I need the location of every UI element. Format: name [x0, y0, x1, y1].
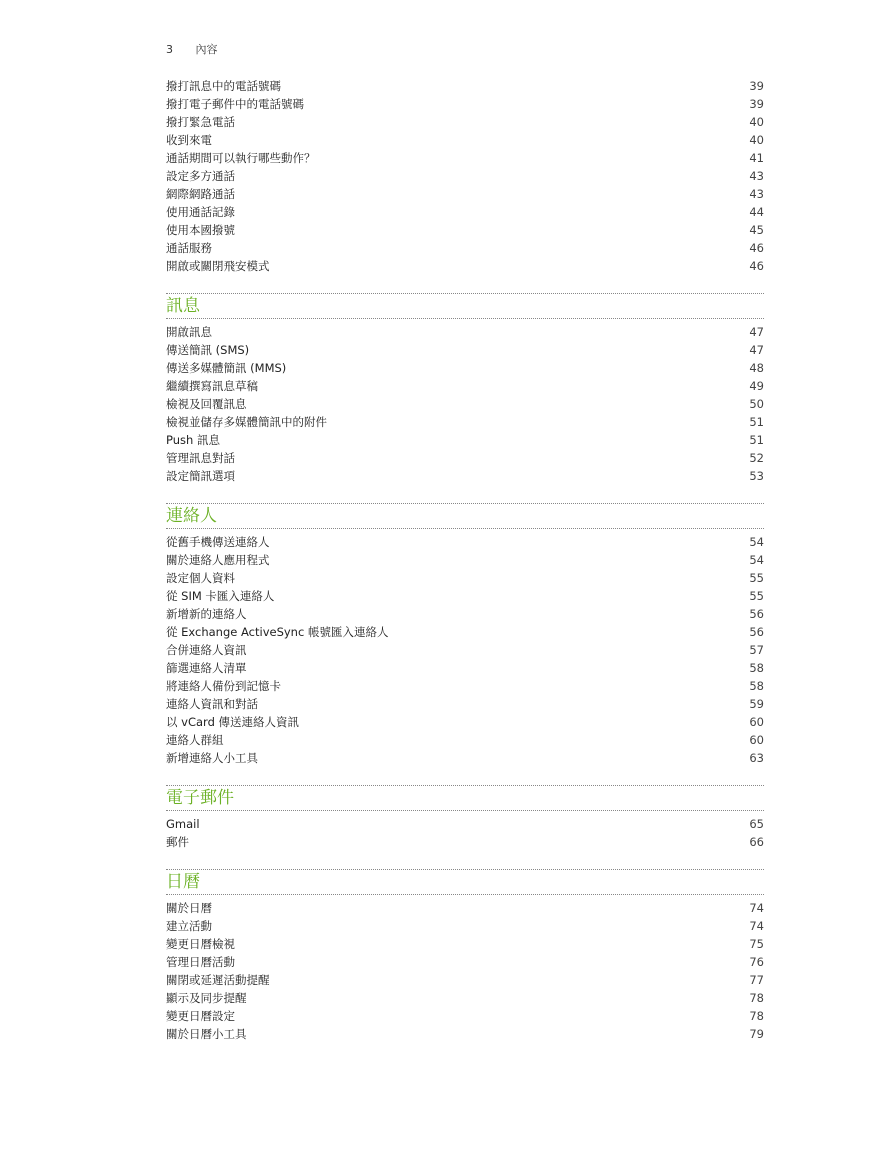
toc-entry-title: 收到來電	[166, 133, 212, 147]
toc-entry-page: 60	[749, 733, 764, 747]
toc-entry[interactable]	[166, 377, 764, 395]
toc-entry-page: 51	[749, 415, 764, 429]
toc-entry-title: 傳送多媒體簡訊 (MMS)	[166, 361, 287, 375]
toc-entry[interactable]	[166, 833, 764, 851]
toc-entry[interactable]	[166, 431, 764, 449]
toc-entry-page: 39	[749, 97, 764, 111]
toc-entry-page: 49	[749, 379, 764, 393]
toc-entry-title: 關閉或延遲活動提醒	[166, 973, 270, 987]
toc-entry[interactable]	[166, 533, 764, 551]
toc-section	[166, 293, 764, 485]
toc-entry-page: 66	[749, 835, 764, 849]
toc-entry-page: 56	[749, 625, 764, 639]
toc-entry-page: 74	[749, 901, 764, 915]
toc-entry-page: 54	[749, 535, 764, 549]
page-title: 內容	[195, 43, 218, 56]
toc-entry-page: 54	[749, 553, 764, 567]
toc-entry-page: 41	[749, 151, 764, 165]
toc-entry-page: 40	[749, 115, 764, 129]
toc-entry-title: 撥打電子郵件中的電話號碼	[166, 97, 304, 111]
toc-entry-page: 75	[749, 937, 764, 951]
toc-entry[interactable]	[166, 95, 764, 113]
toc-entry-title: 檢視並儲存多媒體簡訊中的附件	[166, 415, 327, 429]
toc-entry[interactable]	[166, 587, 764, 605]
toc-entry-title: 設定簡訊選項	[166, 469, 235, 483]
toc-entry-title: 檢視及回覆訊息	[166, 397, 247, 411]
toc-entry-title: 使用本國撥號	[166, 223, 235, 237]
toc-entry-page: 47	[749, 325, 764, 339]
section-heading[interactable]: 日曆	[166, 869, 764, 895]
toc-entry-page: 56	[749, 607, 764, 621]
toc-entry-title: 連絡人資訊和對話	[166, 697, 258, 711]
toc-entry-page: 57	[749, 643, 764, 657]
toc-entry-title: Push 訊息	[166, 433, 220, 447]
toc-entry-page: 78	[749, 1009, 764, 1023]
toc-entry[interactable]	[166, 917, 764, 935]
toc-entry[interactable]	[166, 731, 764, 749]
toc-entry-title: 新增新的連絡人	[166, 607, 247, 621]
toc-entry-page: 50	[749, 397, 764, 411]
toc-entry[interactable]	[166, 551, 764, 569]
toc-entry-title: 從 SIM 卡匯入連絡人	[166, 589, 275, 603]
toc-entry[interactable]	[166, 149, 764, 167]
toc-entry[interactable]	[166, 677, 764, 695]
toc-entry[interactable]	[166, 659, 764, 677]
page-number: 3	[166, 43, 173, 56]
toc-entry-page: 43	[749, 187, 764, 201]
toc-entry-page: 78	[749, 991, 764, 1005]
toc-entry[interactable]	[166, 239, 764, 257]
toc-entry[interactable]	[166, 185, 764, 203]
toc-entry[interactable]	[166, 77, 764, 95]
toc-entry-title: 通話期間可以執行哪些動作？	[166, 151, 316, 165]
toc-entry-page: 60	[749, 715, 764, 729]
toc-entry-title: 繼續撰寫訊息草稿	[166, 379, 258, 393]
toc-entry-title: 使用通話記錄	[166, 205, 235, 219]
toc-entry[interactable]	[166, 1007, 764, 1025]
toc-entry-title: 傳送簡訊 (SMS)	[166, 343, 250, 357]
toc-entry-title: 撥打訊息中的電話號碼	[166, 79, 281, 93]
toc-entry-title: 從舊手機傳送連絡人	[166, 535, 270, 549]
toc-entry-page: 77	[749, 973, 764, 987]
page-header	[166, 41, 218, 57]
toc-entry-title: 網際網路通話	[166, 187, 235, 201]
toc-entry[interactable]	[166, 605, 764, 623]
toc-entry-page: 51	[749, 433, 764, 447]
toc-section	[166, 869, 764, 1043]
toc-entry-title: 關於日曆	[166, 901, 212, 915]
toc-entry-page: 48	[749, 361, 764, 375]
section-heading[interactable]: 訊息	[166, 293, 764, 319]
toc-entry[interactable]	[166, 695, 764, 713]
toc-entry[interactable]	[166, 449, 764, 467]
toc-entry-page: 65	[749, 817, 764, 831]
toc-entry-page: 55	[749, 571, 764, 585]
toc-entry-page: 46	[749, 259, 764, 273]
toc-entry-page: 59	[749, 697, 764, 711]
toc-entry-title: 開啟或關閉飛安模式	[166, 259, 270, 273]
toc-entry-title: 以 vCard 傳送連絡人資訊	[166, 715, 300, 729]
toc-entry-title: Gmail	[166, 817, 200, 831]
toc-entry-title: 通話服務	[166, 241, 212, 255]
toc-entry-title: 管理日曆活動	[166, 955, 235, 969]
toc-entry-title: 設定多方通話	[166, 169, 235, 183]
toc-entry[interactable]	[166, 359, 764, 377]
toc-entry[interactable]	[166, 623, 764, 641]
toc-entry-title: 管理訊息對話	[166, 451, 235, 465]
toc-entry[interactable]	[166, 113, 764, 131]
section-heading[interactable]: 電子郵件	[166, 785, 764, 811]
table-of-contents	[166, 77, 764, 1043]
toc-entry-title: 顯示及同步提醒	[166, 991, 247, 1005]
toc-entry-page: 55	[749, 589, 764, 603]
toc-entry-title: 撥打緊急電話	[166, 115, 235, 129]
toc-entry[interactable]	[166, 167, 764, 185]
toc-entry-page: 44	[749, 205, 764, 219]
toc-entry-page: 58	[749, 661, 764, 675]
toc-entry[interactable]	[166, 323, 764, 341]
toc-entry-title: 關於連絡人應用程式	[166, 553, 270, 567]
toc-entry-page: 58	[749, 679, 764, 693]
toc-entry-title: 新增連絡人小工具	[166, 751, 258, 765]
toc-entry[interactable]	[166, 641, 764, 659]
toc-entry[interactable]	[166, 569, 764, 587]
toc-entry[interactable]	[166, 467, 764, 485]
toc-sections	[166, 293, 764, 1043]
toc-entry[interactable]	[166, 749, 764, 767]
intro-entries	[166, 77, 764, 275]
toc-entry-title: 郵件	[166, 835, 189, 849]
toc-entry-page: 74	[749, 919, 764, 933]
toc-entry[interactable]	[166, 131, 764, 149]
toc-entry[interactable]	[166, 203, 764, 221]
toc-entry-title: 變更日曆檢視	[166, 937, 235, 951]
toc-entry[interactable]	[166, 953, 764, 971]
toc-entry-page: 47	[749, 343, 764, 357]
toc-entry-title: 開啟訊息	[166, 325, 212, 339]
toc-entry-page: 39	[749, 79, 764, 93]
toc-section	[166, 785, 764, 851]
toc-entry-title: 變更日曆設定	[166, 1009, 235, 1023]
toc-entry-title: 從 Exchange ActiveSync 帳號匯入連絡人	[166, 625, 389, 639]
toc-entry[interactable]	[166, 899, 764, 917]
toc-entry[interactable]	[166, 989, 764, 1007]
toc-entry[interactable]	[166, 935, 764, 953]
toc-entry[interactable]	[166, 221, 764, 239]
toc-entry-page: 53	[749, 469, 764, 483]
toc-entry-page: 76	[749, 955, 764, 969]
toc-entry-title: 將連絡人備份到記憶卡	[166, 679, 281, 693]
toc-entry-page: 43	[749, 169, 764, 183]
toc-entry-title: 關於日曆小工具	[166, 1027, 247, 1041]
toc-entry-page: 40	[749, 133, 764, 147]
toc-entry-title: 設定個人資料	[166, 571, 235, 585]
section-heading[interactable]: 連絡人	[166, 503, 764, 529]
toc-entry-title: 連絡人群組	[166, 733, 224, 747]
toc-entry[interactable]	[166, 395, 764, 413]
toc-entry-page: 52	[749, 451, 764, 465]
toc-entry[interactable]	[166, 257, 764, 275]
toc-entry[interactable]	[166, 815, 764, 833]
toc-entry[interactable]	[166, 1025, 764, 1043]
toc-entry-page: 79	[749, 1027, 764, 1041]
toc-entry-page: 45	[749, 223, 764, 237]
toc-entry-title: 建立活動	[166, 919, 212, 933]
toc-section	[166, 503, 764, 767]
toc-entry[interactable]	[166, 971, 764, 989]
toc-entry-page: 63	[749, 751, 764, 765]
toc-entry-title: 合併連絡人資訊	[166, 643, 247, 657]
toc-entry[interactable]	[166, 713, 764, 731]
toc-entry-title: 篩選連絡人清單	[166, 661, 247, 675]
toc-entry-page: 46	[749, 241, 764, 255]
toc-entry[interactable]	[166, 341, 764, 359]
toc-entry[interactable]	[166, 413, 764, 431]
